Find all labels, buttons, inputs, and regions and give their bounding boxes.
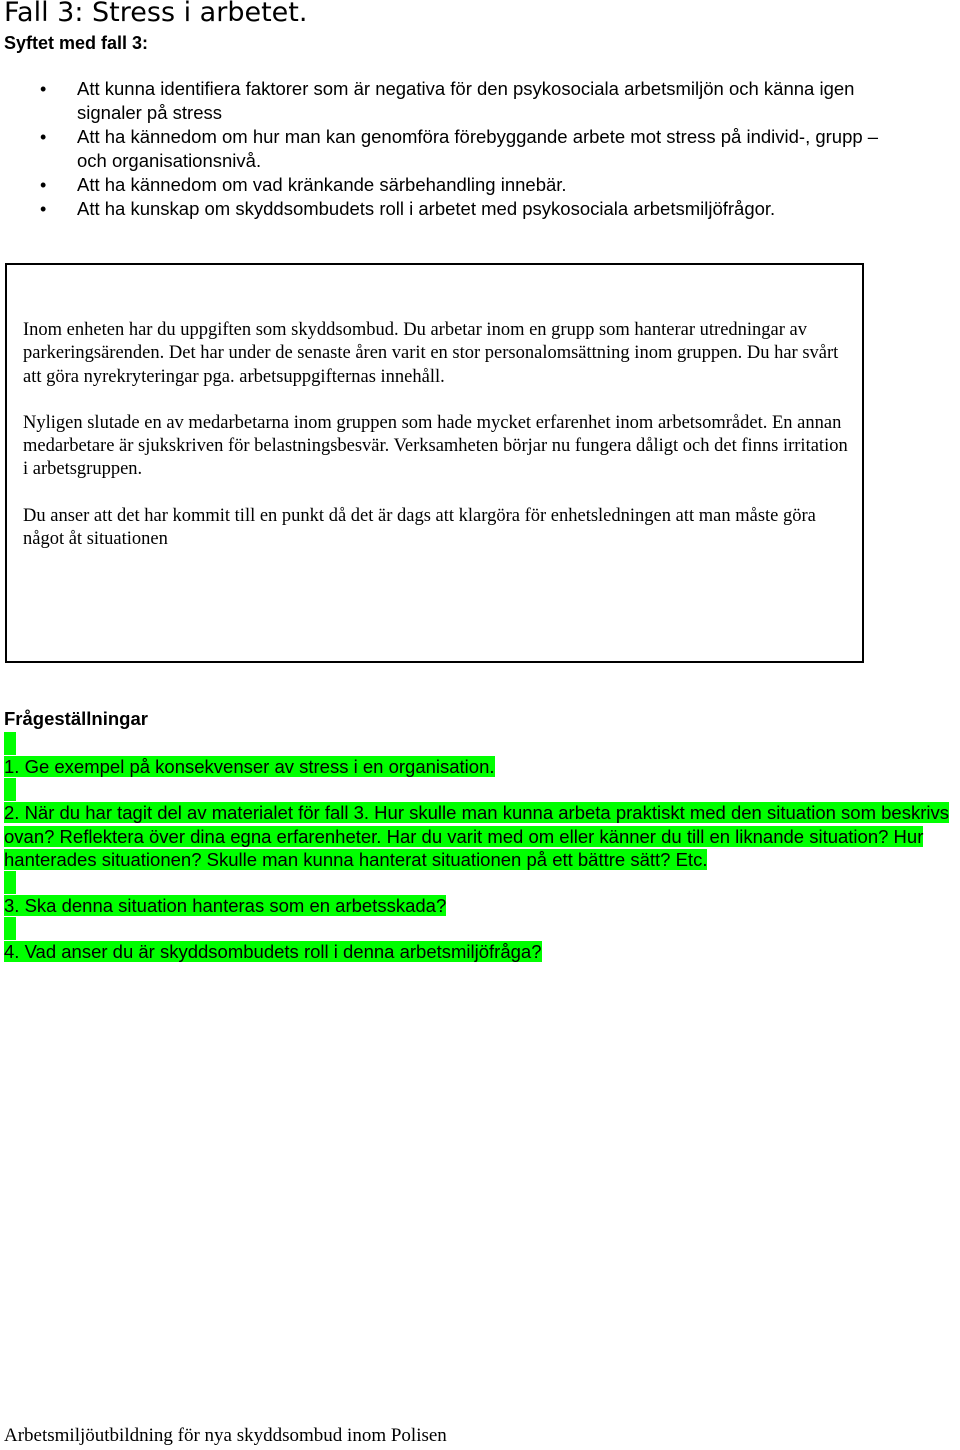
question-text: 4. Vad anser du är skyddsombudets roll i denna arbetsmiljöfråga? (4, 941, 542, 963)
scenario-paragraph: Inom enheten har du uppgiften som skyddsombud. Du arbetar inom en grupp som hanterar utredningar av parkeringsärenden. Det har under de senaste åren varit en stor personalomsättning inom gruppen. Du har svårt att göra nyrekryteringar pga. arbetsuppgifternas innehåll. (23, 320, 839, 387)
page-title: Fall 3: Stress i arbetet. (4, 0, 308, 28)
question-list (4, 755, 956, 987)
scenario-box (5, 263, 864, 663)
goal-item (0, 197, 960, 221)
bullet-icon: • (40, 79, 47, 99)
goal-list (0, 77, 960, 221)
scenario-paragraph: Du anser att det har kommit till en punkt då det är dags att klargöra för enhetsledningen att man måste göra något åt situationen (23, 505, 816, 550)
goal-item (0, 173, 960, 197)
question-item (4, 755, 956, 778)
question-item (4, 940, 956, 963)
question-item (4, 801, 956, 871)
question-text: 2. När du har tagit del av materialet för fall 3. Hur skulle man kunna arbeta praktiskt med den situation som beskrivs ovan? Reflektera över dina egna erfarenheter. Har du varit med om eller känner du till en liknande situation? Hur hanterades situationen? Skulle man kunna hanterat situationen på ett bättre sätt? Etc. (4, 802, 949, 870)
scenario-paragraph: Nyligen slutade en av medarbetarna inom gruppen som hade mycket erfarenhet inom arbetsområdet. En annan medarbetare är sjukskriven för belastningsbesvär. Verksamheten börjar nu fungera dåligt och det finns irritation i arbetsgruppen. (23, 412, 848, 480)
goal-text: Att ha kännedom om hur man kan genomföra förebyggande arbete mot stress på individ-, grupp – och organisationsnivå. (77, 126, 879, 171)
bullet-icon: • (40, 199, 47, 219)
goal-text: Att ha kännedom om vad kränkande särbehandling innebär. (77, 174, 567, 195)
highlight-marker (4, 732, 16, 755)
question-text: 3. Ska denna situation hanteras som en arbetsskada? (4, 895, 447, 917)
page-footer: Arbetsmiljöutbildning för nya skyddsombud inom Polisen (4, 1425, 447, 1446)
goal-text: Att kunna identifiera faktorer som är negativa för den psykosociala arbetsmiljön och känna igen signaler på stress (77, 78, 855, 123)
bullet-icon: • (40, 175, 47, 195)
question-text: 1. Ge exempel på konsekvenser av stress i en organisation. (4, 756, 495, 777)
scenario-text (23, 319, 853, 574)
goal-item (0, 125, 960, 173)
questions-heading: Frågeställningar (4, 708, 148, 729)
purpose-heading: Syftet med fall 3: (4, 33, 149, 53)
goal-text: Att ha kunskap om skyddsombudets roll i arbetet med psykosociala arbetsmiljöfrågor. (77, 198, 776, 219)
bullet-icon: • (40, 127, 47, 147)
goal-item (0, 77, 960, 125)
question-item (4, 894, 956, 917)
